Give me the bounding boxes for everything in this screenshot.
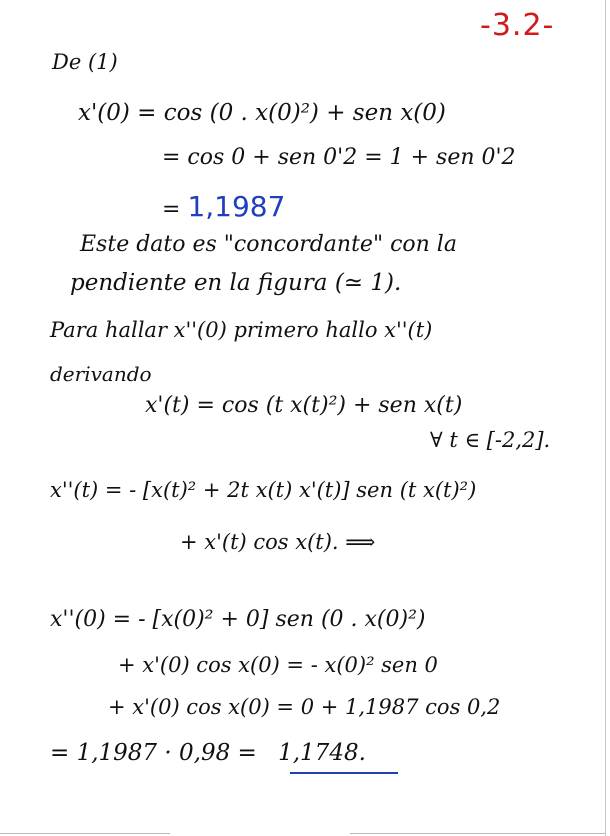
second-derivative-intro: Para hallar x''(0) primero hallo x''(t) (50, 318, 433, 342)
page-edge-bottom-left (0, 833, 170, 834)
derivative-result-line (162, 190, 285, 223)
equals-sign: = (162, 197, 181, 222)
comment-line-1: Este dato es "concordante" con la (80, 232, 457, 257)
derivative-at-zero-formula: x'(0) = cos (0 . x(0)²) + sen x(0) (78, 100, 446, 126)
second-derivative-continuation: + x'(t) cos x(t). ⟹ (180, 530, 376, 554)
page-edge-right (605, 0, 606, 836)
comment-line-2: pendiente en la figura (≃ 1). (70, 270, 402, 296)
deriving-word: derivando (50, 362, 152, 386)
final-computation: = 1,1987 · 0,98 = (50, 740, 257, 766)
first-derivative-equation: x'(t) = cos (t x(t)²) + sen x(t) (145, 393, 463, 418)
derivative-evaluation: = cos 0 + sen 0'2 = 1 + sen 0'2 (162, 145, 516, 170)
page-edge-bottom-right (350, 833, 605, 834)
final-result-value: 1,1748. (278, 740, 366, 766)
derivative-result-value: 1,1987 (187, 190, 286, 223)
second-derivative-step-2: + x'(0) cos x(0) = 0 + 1,1987 cos 0,2 (108, 695, 501, 719)
second-derivative-step-1: + x'(0) cos x(0) = - x(0)² sen 0 (118, 653, 438, 677)
second-derivative-equation: x''(t) = - [x(t)² + 2t x(t) x'(t)] sen (t x(t)²) (50, 478, 477, 502)
final-result-line (50, 740, 366, 766)
reference-line: De (1) (52, 50, 118, 74)
second-derivative-at-zero: x''(0) = - [x(0)² + 0] sen (0 . x(0)²) (50, 607, 426, 632)
final-result-underline (290, 772, 398, 774)
domain-condition: ∀ t ∈ [-2,2]. (430, 428, 551, 452)
page-number: -3.2- (480, 8, 555, 43)
